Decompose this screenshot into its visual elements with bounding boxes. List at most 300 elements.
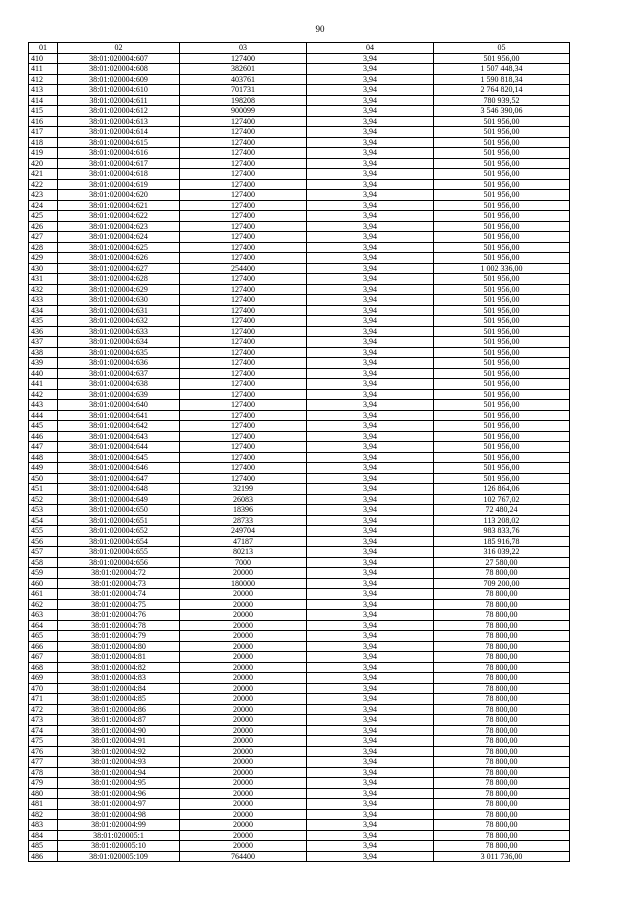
table-cell-col-01: 469	[29, 673, 58, 684]
table-row	[29, 85, 570, 96]
table-cell-col-04: 3,94	[307, 610, 434, 621]
table-cell-col-01: 453	[29, 505, 58, 516]
table-cell-col-03: 249704	[180, 526, 307, 537]
table-cell-col-02: 38:01:020004:609	[58, 74, 180, 85]
table-row	[29, 515, 570, 526]
table-cell-col-04: 3,94	[307, 830, 434, 841]
table-cell-col-05: 501 956,00	[434, 463, 570, 474]
table-cell-col-05: 501 956,00	[434, 284, 570, 295]
table-cell-col-01: 478	[29, 767, 58, 778]
table-row	[29, 263, 570, 274]
table-cell-col-02: 38:01:020004:84	[58, 683, 180, 694]
table-row	[29, 326, 570, 337]
table-cell-col-03: 127400	[180, 295, 307, 306]
table-row	[29, 295, 570, 306]
table-cell-col-02: 38:01:020004:611	[58, 95, 180, 106]
table-cell-col-05: 78 800,00	[434, 694, 570, 705]
table-cell-col-05: 501 956,00	[434, 148, 570, 159]
table-cell-col-03: 20000	[180, 830, 307, 841]
table-cell-col-01: 454	[29, 515, 58, 526]
table-cell-col-02: 38:01:020004:639	[58, 389, 180, 400]
table-cell-col-03: 20000	[180, 778, 307, 789]
table-row	[29, 673, 570, 684]
table-cell-col-05: 3 546 390,06	[434, 106, 570, 117]
table-cell-col-04: 3,94	[307, 127, 434, 138]
table-row	[29, 809, 570, 820]
table-cell-col-03: 127400	[180, 389, 307, 400]
table-cell-col-02: 38:01:020004:99	[58, 820, 180, 831]
table-cell-col-03: 20000	[180, 673, 307, 684]
table-cell-col-05: 3 011 736,00	[434, 851, 570, 862]
table-cell-col-02: 38:01:020004:93	[58, 757, 180, 768]
table-cell-col-02: 38:01:020004:86	[58, 704, 180, 715]
table-cell-col-04: 3,94	[307, 421, 434, 432]
table-cell-col-04: 3,94	[307, 484, 434, 495]
table-cell-col-05: 78 800,00	[434, 683, 570, 694]
table-cell-col-02: 38:01:020004:642	[58, 421, 180, 432]
table-cell-col-01: 474	[29, 725, 58, 736]
table-cell-col-03: 127400	[180, 179, 307, 190]
table-row	[29, 746, 570, 757]
table-cell-col-04: 3,94	[307, 463, 434, 474]
table-cell-col-04: 3,94	[307, 53, 434, 64]
table-cell-col-04: 3,94	[307, 400, 434, 411]
table-cell-col-01: 465	[29, 631, 58, 642]
table-cell-col-05: 501 956,00	[434, 347, 570, 358]
table-cell-col-02: 38:01:020004:608	[58, 64, 180, 75]
table-cell-col-02: 38:01:020004:98	[58, 809, 180, 820]
table-cell-col-01: 458	[29, 557, 58, 568]
table-cell-col-03: 20000	[180, 820, 307, 831]
table-row	[29, 694, 570, 705]
table-cell-col-02: 38:01:020004:619	[58, 179, 180, 190]
table-cell-col-04: 3,94	[307, 631, 434, 642]
table-cell-col-03: 20000	[180, 746, 307, 757]
table-cell-col-04: 3,94	[307, 431, 434, 442]
table-cell-col-04: 3,94	[307, 116, 434, 127]
table-cell-col-03: 127400	[180, 400, 307, 411]
table-cell-col-05: 78 800,00	[434, 841, 570, 852]
table-cell-col-03: 127400	[180, 326, 307, 337]
table-row	[29, 106, 570, 117]
table-cell-col-04: 3,94	[307, 200, 434, 211]
table-cell-col-02: 38:01:020004:92	[58, 746, 180, 757]
table-cell-col-05: 501 956,00	[434, 169, 570, 180]
table-cell-col-03: 701731	[180, 85, 307, 96]
table-cell-col-05: 78 800,00	[434, 568, 570, 579]
table-cell-col-04: 3,94	[307, 778, 434, 789]
table-cell-col-03: 20000	[180, 788, 307, 799]
table-cell-col-05: 501 956,00	[434, 295, 570, 306]
table-cell-col-04: 3,94	[307, 641, 434, 652]
table-cell-col-04: 3,94	[307, 410, 434, 421]
table-cell-col-01: 459	[29, 568, 58, 579]
table-row	[29, 620, 570, 631]
table-row	[29, 662, 570, 673]
table-row	[29, 683, 570, 694]
table-cell-col-01: 418	[29, 137, 58, 148]
table-cell-col-04: 3,94	[307, 305, 434, 316]
table-cell-col-01: 451	[29, 484, 58, 495]
table-row	[29, 641, 570, 652]
table-cell-col-03: 127400	[180, 169, 307, 180]
table-cell-col-04: 3,94	[307, 253, 434, 264]
table-cell-col-05: 78 800,00	[434, 652, 570, 663]
table-cell-col-02: 38:01:020004:80	[58, 641, 180, 652]
table-row	[29, 127, 570, 138]
table-row	[29, 841, 570, 852]
table-cell-col-03: 900099	[180, 106, 307, 117]
table-cell-col-03: 26083	[180, 494, 307, 505]
table-row	[29, 400, 570, 411]
table-cell-col-01: 438	[29, 347, 58, 358]
table-row	[29, 431, 570, 442]
table-cell-col-05: 78 800,00	[434, 662, 570, 673]
table-cell-col-03: 403761	[180, 74, 307, 85]
table-cell-col-02: 38:01:020004:652	[58, 526, 180, 537]
table-row	[29, 767, 570, 778]
table-cell-col-03: 127400	[180, 347, 307, 358]
table-cell-col-01: 466	[29, 641, 58, 652]
table-cell-col-02: 38:01:020004:636	[58, 358, 180, 369]
table-cell-col-05: 501 956,00	[434, 137, 570, 148]
table-cell-col-03: 127400	[180, 221, 307, 232]
table-cell-col-04: 3,94	[307, 694, 434, 705]
table-cell-col-02: 38:01:020004:97	[58, 799, 180, 810]
table-row	[29, 484, 570, 495]
table-cell-col-05: 78 800,00	[434, 620, 570, 631]
table-cell-col-05: 78 800,00	[434, 746, 570, 757]
table-cell-col-01: 476	[29, 746, 58, 757]
table-cell-col-02: 38:01:020004:91	[58, 736, 180, 747]
table-cell-col-05: 78 800,00	[434, 799, 570, 810]
table-row	[29, 725, 570, 736]
table-cell-col-04: 3,94	[307, 704, 434, 715]
table-cell-col-03: 127400	[180, 137, 307, 148]
table-cell-col-05: 501 956,00	[434, 389, 570, 400]
table-cell-col-03: 20000	[180, 620, 307, 631]
table-row	[29, 463, 570, 474]
table-cell-col-03: 127400	[180, 431, 307, 442]
table-cell-col-01: 471	[29, 694, 58, 705]
table-cell-col-04: 3,94	[307, 557, 434, 568]
table-cell-col-01: 433	[29, 295, 58, 306]
table-row	[29, 253, 570, 264]
table-cell-col-03: 127400	[180, 368, 307, 379]
table-cell-col-01: 484	[29, 830, 58, 841]
table-cell-col-05: 501 956,00	[434, 179, 570, 190]
table-cell-col-01: 435	[29, 316, 58, 327]
table-cell-col-01: 414	[29, 95, 58, 106]
table-cell-col-01: 422	[29, 179, 58, 190]
table-cell-col-02: 38:01:020004:635	[58, 347, 180, 358]
table-cell-col-01: 485	[29, 841, 58, 852]
table-cell-col-03: 127400	[180, 421, 307, 432]
table-cell-col-03: 127400	[180, 379, 307, 390]
table-cell-col-01: 410	[29, 53, 58, 64]
table-cell-col-02: 38:01:020004:632	[58, 316, 180, 327]
table-row	[29, 851, 570, 862]
table-cell-col-03: 20000	[180, 683, 307, 694]
table-row	[29, 64, 570, 75]
table-cell-col-01: 483	[29, 820, 58, 831]
table-cell-col-03: 20000	[180, 610, 307, 621]
table-cell-col-02: 38:01:020004:633	[58, 326, 180, 337]
table-cell-col-01: 440	[29, 368, 58, 379]
table-row	[29, 347, 570, 358]
table-row	[29, 505, 570, 516]
table-cell-col-03: 127400	[180, 148, 307, 159]
table-cell-col-03: 20000	[180, 799, 307, 810]
table-cell-col-05: 78 800,00	[434, 788, 570, 799]
table-cell-col-04: 3,94	[307, 442, 434, 453]
table-cell-col-01: 430	[29, 263, 58, 274]
table-cell-col-04: 3,94	[307, 673, 434, 684]
table-cell-col-04: 3,94	[307, 106, 434, 117]
table-cell-col-04: 3,94	[307, 232, 434, 243]
table-cell-col-03: 20000	[180, 809, 307, 820]
table-cell-col-03: 180000	[180, 578, 307, 589]
table-cell-col-05: 501 956,00	[434, 305, 570, 316]
table-row	[29, 358, 570, 369]
table-row	[29, 599, 570, 610]
table-row	[29, 788, 570, 799]
table-cell-col-02: 38:01:020004:78	[58, 620, 180, 631]
table-cell-col-02: 38:01:020004:628	[58, 274, 180, 285]
table-cell-col-04: 3,94	[307, 767, 434, 778]
table-cell-col-02: 38:01:020004:74	[58, 589, 180, 600]
table-cell-col-02: 38:01:020004:82	[58, 662, 180, 673]
table-cell-col-05: 78 800,00	[434, 767, 570, 778]
table-row	[29, 421, 570, 432]
table-cell-col-03: 20000	[180, 736, 307, 747]
page-number: 90	[315, 24, 325, 34]
table-row	[29, 778, 570, 789]
table-cell-col-05: 501 956,00	[434, 253, 570, 264]
table-row	[29, 179, 570, 190]
table-cell-col-01: 462	[29, 599, 58, 610]
table-cell-col-03: 254400	[180, 263, 307, 274]
table-cell-col-04: 3,94	[307, 568, 434, 579]
table-row	[29, 830, 570, 841]
table-cell-col-03: 20000	[180, 704, 307, 715]
table-row	[29, 631, 570, 642]
table-cell-col-04: 3,94	[307, 358, 434, 369]
table-cell-col-02: 38:01:020004:637	[58, 368, 180, 379]
table-cell-col-03: 20000	[180, 631, 307, 642]
table-row	[29, 704, 570, 715]
table-cell-col-02: 38:01:020004:73	[58, 578, 180, 589]
table-cell-col-05: 501 956,00	[434, 421, 570, 432]
table-cell-col-03: 198208	[180, 95, 307, 106]
table-cell-col-05: 780 939,52	[434, 95, 570, 106]
table-cell-col-03: 127400	[180, 305, 307, 316]
table-cell-col-02: 38:01:020004:640	[58, 400, 180, 411]
table-cell-col-03: 127400	[180, 190, 307, 201]
table-cell-col-03: 127400	[180, 232, 307, 243]
table-cell-col-03: 7000	[180, 557, 307, 568]
table-cell-col-01: 472	[29, 704, 58, 715]
table-cell-col-02: 38:01:020004:622	[58, 211, 180, 222]
table-row	[29, 137, 570, 148]
table-row	[29, 74, 570, 85]
table-cell-col-04: 3,94	[307, 389, 434, 400]
table-cell-col-01: 449	[29, 463, 58, 474]
table-cell-col-05: 501 956,00	[434, 211, 570, 222]
table-row	[29, 589, 570, 600]
table-cell-col-01: 416	[29, 116, 58, 127]
table-row	[29, 284, 570, 295]
table-cell-col-01: 481	[29, 799, 58, 810]
table-cell-col-03: 127400	[180, 473, 307, 484]
table-cell-col-03: 80213	[180, 547, 307, 558]
table-cell-col-01: 420	[29, 158, 58, 169]
table-cell-col-04: 3,94	[307, 295, 434, 306]
header-col-02: 02	[58, 43, 180, 54]
table-cell-col-03: 127400	[180, 284, 307, 295]
table-cell-col-02: 38:01:020004:83	[58, 673, 180, 684]
table-cell-col-05: 501 956,00	[434, 442, 570, 453]
table-cell-col-04: 3,94	[307, 211, 434, 222]
table-cell-col-03: 127400	[180, 442, 307, 453]
table-cell-col-01: 412	[29, 74, 58, 85]
table-cell-col-03: 127400	[180, 316, 307, 327]
table-header-row	[29, 43, 570, 54]
table-cell-col-02: 38:01:020004:624	[58, 232, 180, 243]
table-row	[29, 95, 570, 106]
table-cell-col-05: 78 800,00	[434, 610, 570, 621]
table-cell-col-05: 185 916,78	[434, 536, 570, 547]
table-cell-col-05: 501 956,00	[434, 116, 570, 127]
table-row	[29, 557, 570, 568]
table-cell-col-05: 78 800,00	[434, 641, 570, 652]
table-cell-col-02: 38:01:020004:616	[58, 148, 180, 159]
table-row	[29, 242, 570, 253]
table-cell-col-02: 38:01:020004:90	[58, 725, 180, 736]
table-cell-col-04: 3,94	[307, 347, 434, 358]
table-cell-col-01: 475	[29, 736, 58, 747]
table-cell-col-04: 3,94	[307, 526, 434, 537]
table-row	[29, 316, 570, 327]
table-cell-col-01: 455	[29, 526, 58, 537]
table-cell-col-04: 3,94	[307, 169, 434, 180]
table-cell-col-02: 38:01:020004:623	[58, 221, 180, 232]
table-cell-col-01: 473	[29, 715, 58, 726]
table-cell-col-02: 38:01:020004:649	[58, 494, 180, 505]
table-row	[29, 757, 570, 768]
table-cell-col-05: 2 764 820,14	[434, 85, 570, 96]
table-cell-col-01: 439	[29, 358, 58, 369]
table-cell-col-04: 3,94	[307, 662, 434, 673]
table-cell-col-03: 127400	[180, 253, 307, 264]
table-cell-col-02: 38:01:020004:626	[58, 253, 180, 264]
table-row	[29, 652, 570, 663]
table-cell-col-01: 425	[29, 211, 58, 222]
table-cell-col-01: 432	[29, 284, 58, 295]
table-cell-col-04: 3,94	[307, 746, 434, 757]
table-cell-col-04: 3,94	[307, 316, 434, 327]
table-cell-col-02: 38:01:020004:620	[58, 190, 180, 201]
table-cell-col-05: 501 956,00	[434, 200, 570, 211]
data-table	[28, 42, 570, 862]
table-cell-col-01: 448	[29, 452, 58, 463]
header-col-04: 04	[307, 43, 434, 54]
table-cell-col-02: 38:01:020004:94	[58, 767, 180, 778]
table-cell-col-02: 38:01:020004:613	[58, 116, 180, 127]
table-cell-col-01: 415	[29, 106, 58, 117]
table-cell-col-04: 3,94	[307, 652, 434, 663]
table-cell-col-05: 501 956,00	[434, 158, 570, 169]
table-cell-col-05: 501 956,00	[434, 410, 570, 421]
table-cell-col-03: 28733	[180, 515, 307, 526]
table-cell-col-01: 486	[29, 851, 58, 862]
table-cell-col-01: 424	[29, 200, 58, 211]
table-cell-col-01: 421	[29, 169, 58, 180]
table-cell-col-04: 3,94	[307, 851, 434, 862]
table-cell-col-04: 3,94	[307, 284, 434, 295]
table-cell-col-01: 444	[29, 410, 58, 421]
table-cell-col-04: 3,94	[307, 179, 434, 190]
table-cell-col-01: 482	[29, 809, 58, 820]
table-cell-col-04: 3,94	[307, 683, 434, 694]
table-cell-col-04: 3,94	[307, 725, 434, 736]
table-cell-col-04: 3,94	[307, 494, 434, 505]
table-cell-col-03: 127400	[180, 274, 307, 285]
table-cell-col-04: 3,94	[307, 242, 434, 253]
table-body	[29, 53, 570, 862]
table-cell-col-05: 501 956,00	[434, 232, 570, 243]
table-row	[29, 305, 570, 316]
table-cell-col-05: 78 800,00	[434, 736, 570, 747]
table-cell-col-02: 38:01:020004:638	[58, 379, 180, 390]
table-cell-col-02: 38:01:020004:647	[58, 473, 180, 484]
table-cell-col-04: 3,94	[307, 85, 434, 96]
table-row	[29, 452, 570, 463]
table-cell-col-04: 3,94	[307, 158, 434, 169]
table-cell-col-02: 38:01:020004:79	[58, 631, 180, 642]
table-cell-col-02: 38:01:020004:654	[58, 536, 180, 547]
table-row	[29, 190, 570, 201]
table-cell-col-03: 127400	[180, 127, 307, 138]
table-row	[29, 736, 570, 747]
table-cell-col-02: 38:01:020004:648	[58, 484, 180, 495]
table-cell-col-01: 413	[29, 85, 58, 96]
table-cell-col-03: 20000	[180, 694, 307, 705]
table-cell-col-01: 429	[29, 253, 58, 264]
table-row	[29, 410, 570, 421]
table-cell-col-03: 127400	[180, 200, 307, 211]
table-cell-col-03: 20000	[180, 841, 307, 852]
table-cell-col-01: 426	[29, 221, 58, 232]
table-row	[29, 232, 570, 243]
table-cell-col-03: 18396	[180, 505, 307, 516]
table-row	[29, 169, 570, 180]
table-cell-col-01: 427	[29, 232, 58, 243]
table-cell-col-01: 423	[29, 190, 58, 201]
table-cell-col-01: 411	[29, 64, 58, 75]
table-cell-col-03: 20000	[180, 757, 307, 768]
header-col-03: 03	[180, 43, 307, 54]
table-row	[29, 536, 570, 547]
table-cell-col-04: 3,94	[307, 841, 434, 852]
table-cell-col-02: 38:01:020004:643	[58, 431, 180, 442]
table-cell-col-05: 78 800,00	[434, 631, 570, 642]
table-cell-col-01: 436	[29, 326, 58, 337]
table-cell-col-03: 127400	[180, 211, 307, 222]
table-cell-col-05: 78 800,00	[434, 820, 570, 831]
table-cell-col-02: 38:01:020004:645	[58, 452, 180, 463]
table-cell-col-04: 3,94	[307, 578, 434, 589]
